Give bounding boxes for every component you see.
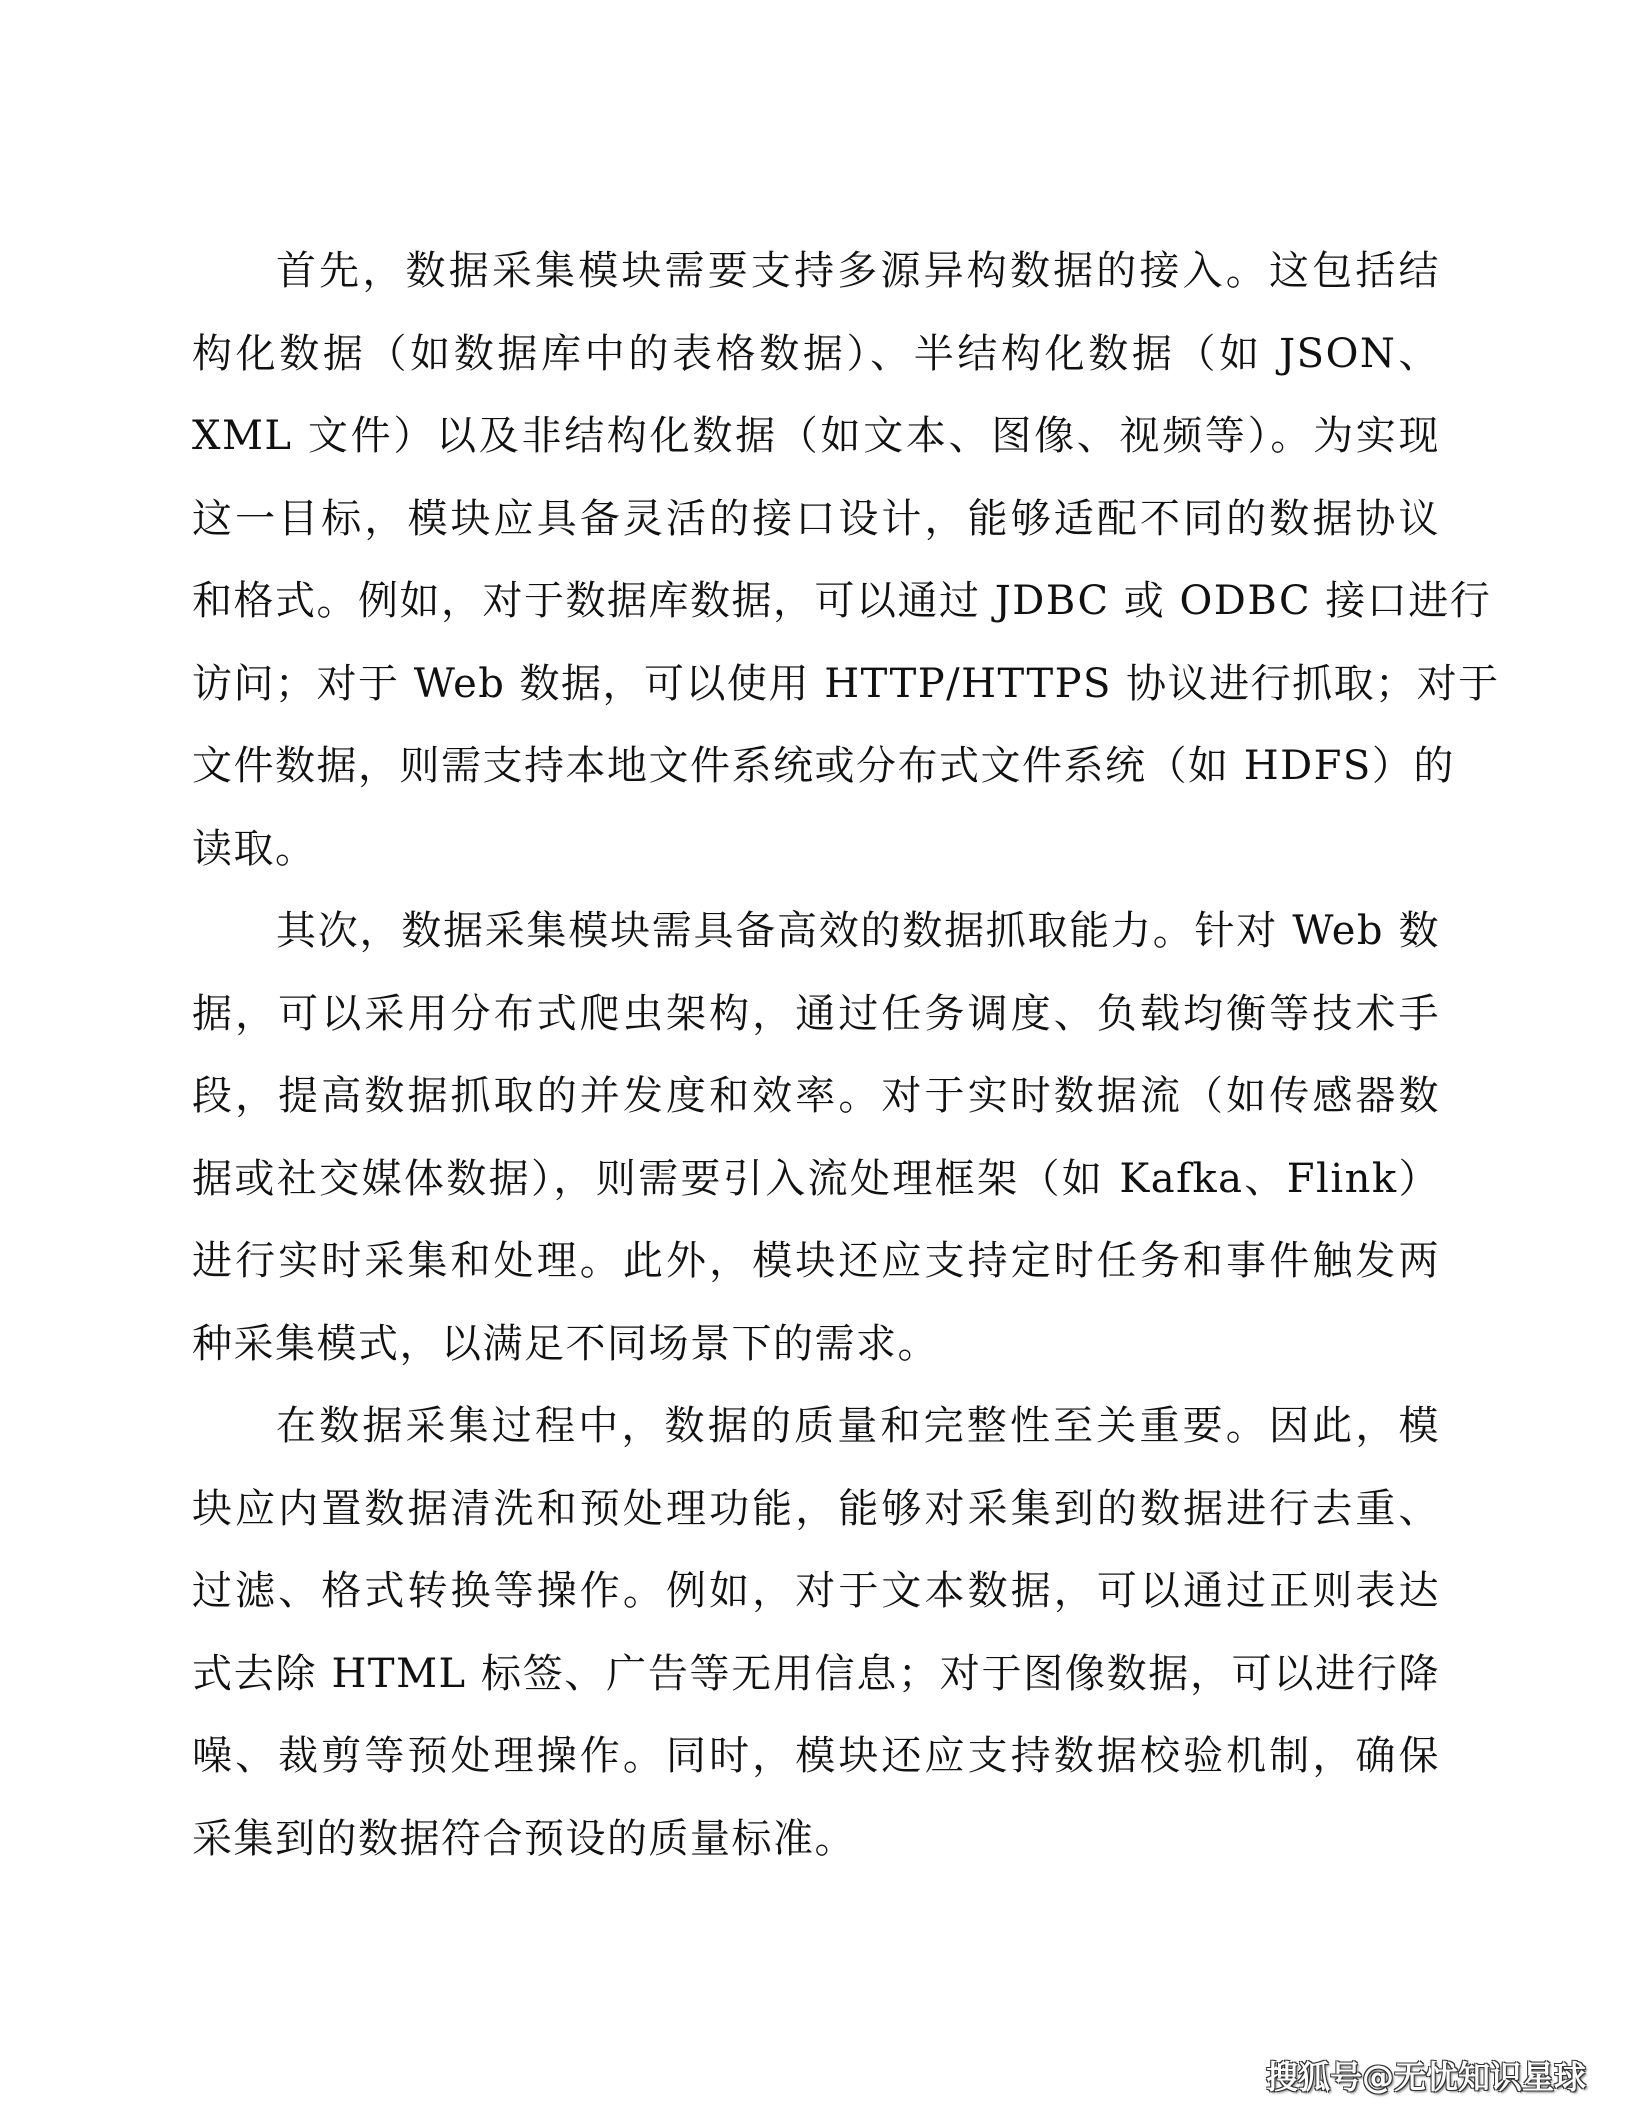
paragraph-1 <box>192 230 1500 890</box>
text-line: 采集到的数据符合预设的质量标准。 <box>192 1815 856 1862</box>
text-line: 构化数据（如数据库中的表格数据）、半结构化数据（如 JSON、 <box>192 330 1440 377</box>
watermark: 搜狐号@无忧知识星球 <box>1265 2058 1586 2096</box>
text-line: 段，提高数据抓取的并发度和效率。对于实时数据流（如传感器数 <box>192 1073 1440 1119</box>
text-line: 首先，数据采集模块需要支持多源异构数据的接入。这包括结 <box>276 248 1440 294</box>
text-line: 和格式。例如，对于数据库数据，可以通过 JDBC 或 ODBC 接口进行 <box>192 578 1492 624</box>
text-line: 噪、裁剪等预处理操作。同时，模块还应支持数据校验机制，确保 <box>192 1733 1440 1779</box>
paragraph-3 <box>192 1385 1440 1880</box>
text-line: XML 文件）以及非结构化数据（如文本、图像、视频等）。为实现 <box>192 413 1440 459</box>
text-line: 访问；对于 Web 数据，可以使用 HTTP/HTTPS 协议进行抓取；对于 <box>192 660 1500 707</box>
text-line: 据，可以采用分布式爬虫架构，通过任务调度、负载均衡等技术手 <box>192 990 1440 1037</box>
text-line: 在数据采集过程中，数据的质量和完整性至关重要。因此，模 <box>276 1403 1440 1449</box>
paragraph-2 <box>192 890 1440 1385</box>
document-body <box>192 230 1500 1880</box>
text-line: 据或社交媒体数据），则需要引入流处理框架（如 Kafka、Flink） <box>192 1155 1440 1202</box>
text-line: 这一目标，模块应具备灵活的接口设计，能够适配不同的数据协议 <box>192 495 1440 542</box>
text-line: 进行实时采集和处理。此外，模块还应支持定时任务和事件触发两 <box>192 1238 1440 1284</box>
text-line: 读取。 <box>192 825 317 872</box>
text-line: 块应内置数据清洗和预处理功能，能够对采集到的数据进行去重、 <box>192 1485 1440 1532</box>
text-line: 种采集模式，以满足不同场景下的需求。 <box>192 1320 939 1367</box>
text-line: 其次，数据采集模块需具备高效的数据抓取能力。针对 Web 数 <box>276 908 1440 954</box>
text-line: 过滤、格式转换等操作。例如，对于文本数据，可以通过正则表达 <box>192 1568 1440 1614</box>
text-line: 式去除 HTML 标签、广告等无用信息；对于图像数据，可以进行降 <box>192 1650 1440 1697</box>
text-line: 文件数据，则需支持本地文件系统或分布式文件系统（如 HDFS）的 <box>192 743 1455 789</box>
